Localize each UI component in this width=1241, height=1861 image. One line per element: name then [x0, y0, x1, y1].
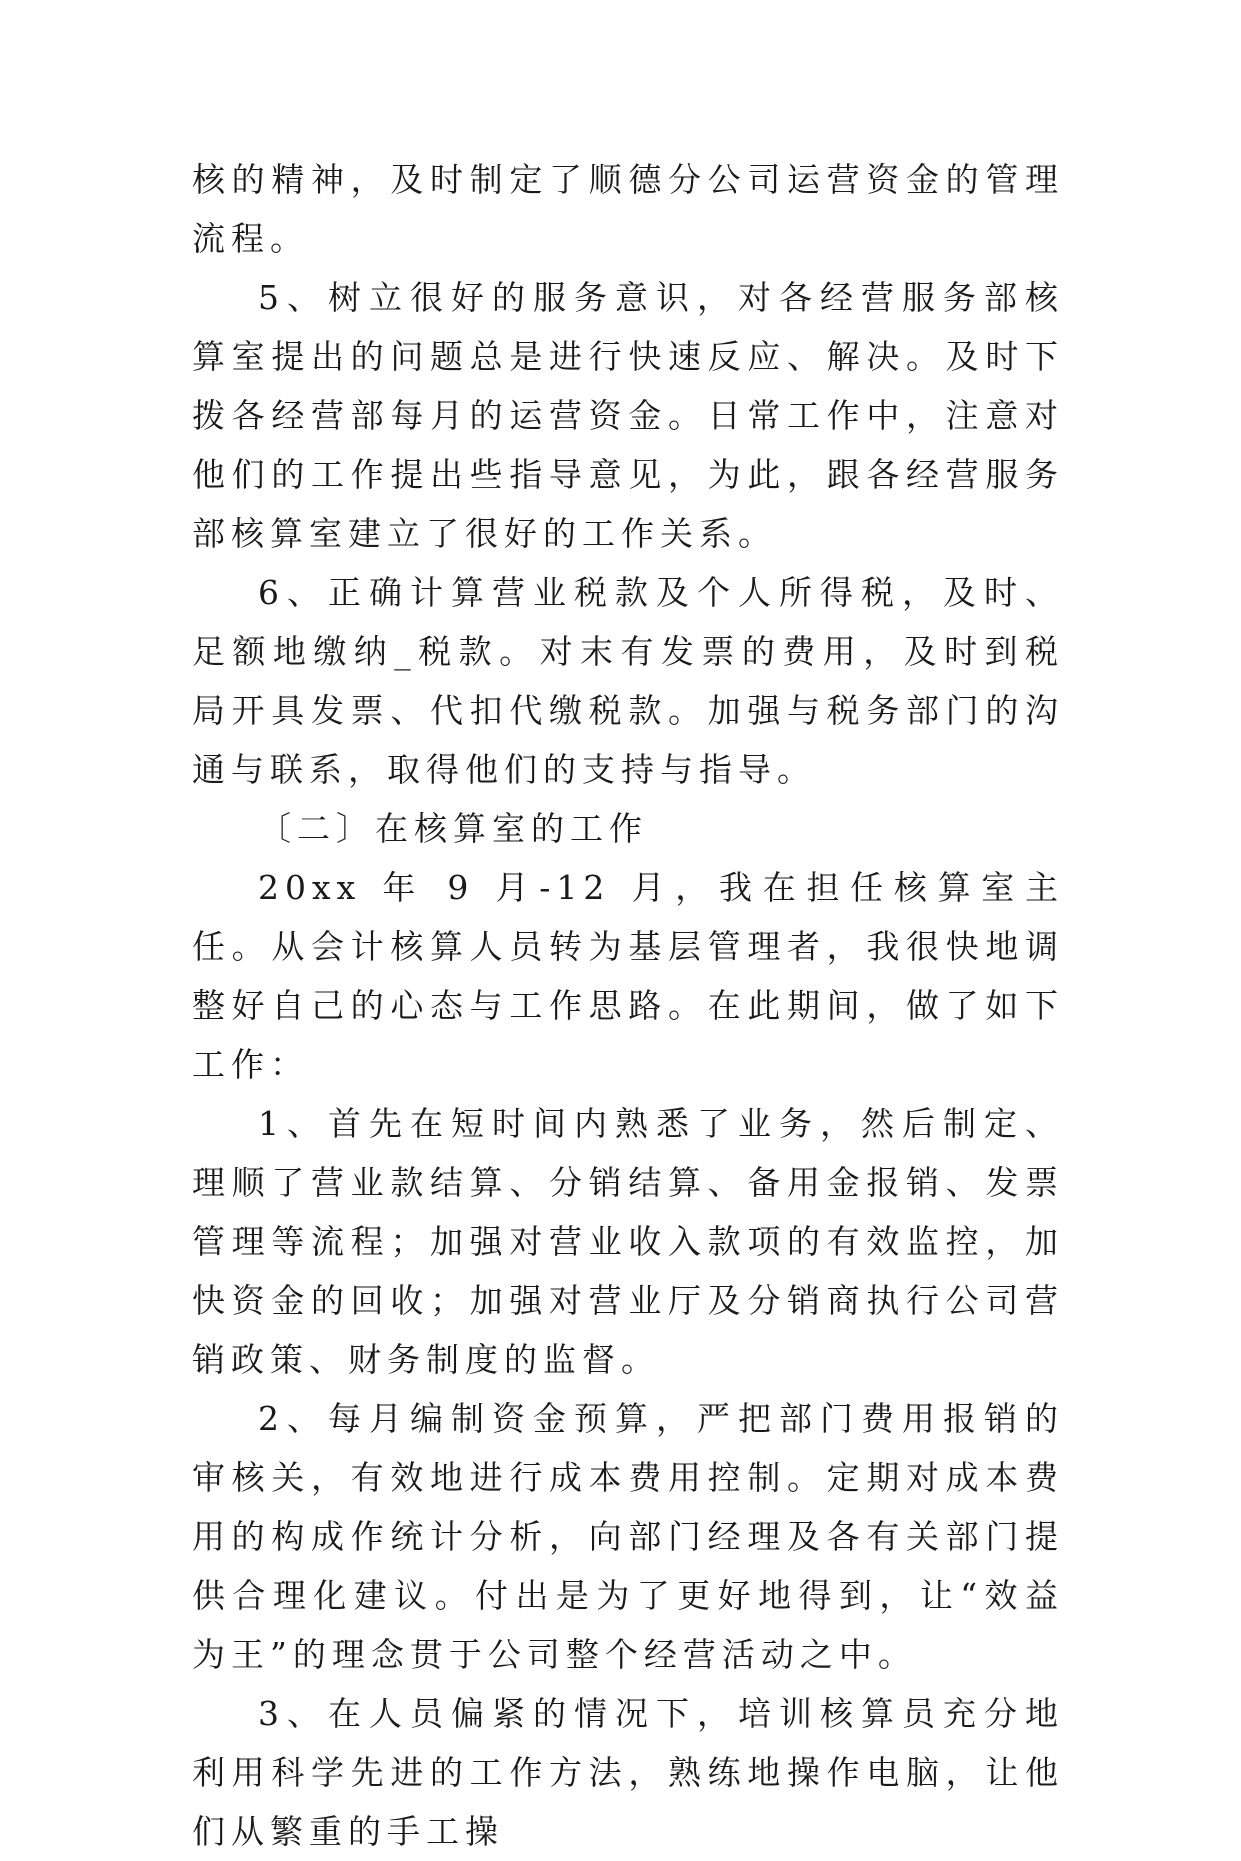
paragraph-item-5: 5、树立很好的服务意识，对各经营服务部核算室提出的问题总是进行快速反应、解决。及时下拨各经营部每月的运营资金。日常工作中，注意对他们的工作提出些指导意见，为此，跟各经营服务部核算室建立了很好的工作关系。 [192, 278, 1064, 553]
paragraph-item-6: 6、正确计算营业税款及个人所得税，及时、足额地缴纳_税款。对末有发票的费用，及时到税局开具发票、代扣代缴税款。加强与税务部门的沟通与联系，取得他们的支持与指导。 [192, 573, 1064, 789]
paragraph-item-3: 3、在人员偏紧的情况下，培训核算员充分地利用科学先进的工作方法，熟练地操作电脑，让他们从繁重的手工操 [192, 1694, 1064, 1851]
paragraph-item-1: 1、首先在短时间内熟悉了业务，然后制定、理顺了营业款结算、分销结算、备用金报销、发票管理等流程；加强对营业收入款项的有效监控，加快资金的回收；加强对营业厅及分销商执行公司营销政策、财务制度的监督。 [192, 1104, 1064, 1379]
paragraph-item-2: 2、每月编制资金预算，严把部门费用报销的审核关，有效地进行成本费用控制。定期对成本费用的构成作统计分析，向部门经理及各有关部门提供合理化建议。付出是为了更好地得到，让“效益为王”的理念贯于公司整个经营活动之中。 [192, 1399, 1064, 1674]
paragraph-intro: 20xx 年 9 月-12 月，我在担任核算室主任。从会计核算人员转为基层管理者，我很快地调整好自己的心态与工作思路。在此期间，做了如下工作： [192, 868, 1064, 1084]
paragraph-continuation: 核的精神，及时制定了顺德分公司运营资金的管理流程。 [192, 160, 1064, 258]
section-heading: 〔二〕在核算室的工作 [258, 809, 648, 848]
document-body [192, 150, 1064, 1861]
